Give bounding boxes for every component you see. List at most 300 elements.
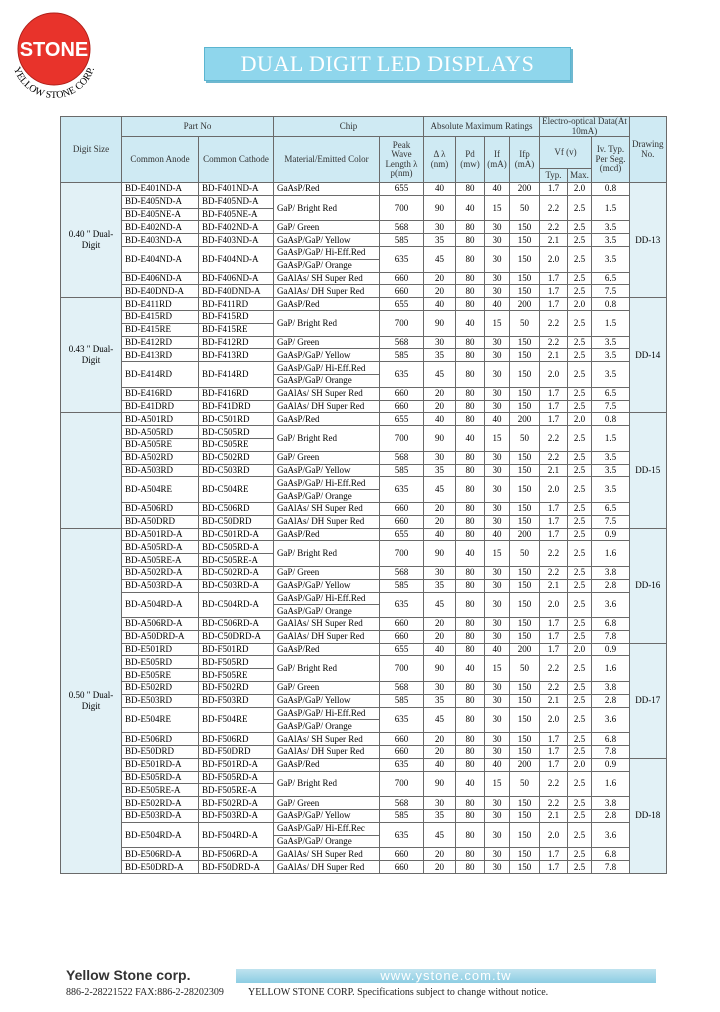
pd-cell: 80 <box>456 502 485 515</box>
peak-wave-cell: 660 <box>380 630 424 643</box>
iv-cell: 7.8 <box>592 630 630 643</box>
vf-typ-cell: 2.0 <box>540 822 568 848</box>
vf-max-cell: 2.5 <box>568 426 592 452</box>
delta-lambda-cell: 90 <box>424 195 456 221</box>
part-cathode-cell: BD-F50DRD-A <box>199 861 274 874</box>
material-cell: GaP/ Green <box>274 221 380 234</box>
ifp-cell: 200 <box>510 758 540 771</box>
peak-wave-cell: 660 <box>380 515 424 528</box>
vf-max-cell: 2.5 <box>568 246 592 272</box>
vf-typ-cell: 1.7 <box>540 861 568 874</box>
delta-lambda-cell: 20 <box>424 400 456 413</box>
part-anode-cell: BD-E506RD <box>122 733 199 746</box>
delta-lambda-cell: 35 <box>424 234 456 247</box>
vf-typ-cell: 1.7 <box>540 733 568 746</box>
part-cathode-cell: BD-C502RD <box>199 451 274 464</box>
part-anode-cell: BD-E406ND-A <box>122 272 199 285</box>
delta-lambda-cell: 40 <box>424 413 456 426</box>
delta-lambda-cell: 20 <box>424 861 456 874</box>
delta-lambda-cell: 30 <box>424 566 456 579</box>
vf-max-cell: 2.5 <box>568 195 592 221</box>
part-cathode-cell: BD-C505RD-A <box>199 541 274 554</box>
pd-cell: 80 <box>456 387 485 400</box>
ifp-cell: 50 <box>510 541 540 567</box>
ifp-cell: 150 <box>510 861 540 874</box>
vf-max-cell: 2.0 <box>568 643 592 656</box>
part-anode-cell: BD-E414RD <box>122 362 199 388</box>
if-cell: 30 <box>485 682 510 695</box>
delta-lambda-cell: 30 <box>424 797 456 810</box>
table-row <box>61 746 667 759</box>
if-cell: 30 <box>485 822 510 848</box>
table-row <box>61 387 667 400</box>
part-cathode-cell: BD-C501RD <box>199 413 274 426</box>
part-anode-cell: BD-A504RD-A <box>122 592 199 618</box>
if-cell: 30 <box>485 579 510 592</box>
iv-cell: 2.8 <box>592 694 630 707</box>
ifp-cell: 150 <box>510 848 540 861</box>
ifp-cell: 150 <box>510 285 540 298</box>
table-row <box>61 707 667 720</box>
part-anode-cell: BD-E41DRD <box>122 400 199 413</box>
vf-typ-cell: 1.7 <box>540 183 568 196</box>
table-row <box>61 861 667 874</box>
table-row <box>61 362 667 375</box>
material-cell: GaP/ Bright Red <box>274 310 380 336</box>
vf-max-cell: 2.0 <box>568 298 592 311</box>
table-row <box>61 656 667 669</box>
if-cell: 40 <box>485 528 510 541</box>
iv-cell: 0.9 <box>592 643 630 656</box>
delta-lambda-cell: 45 <box>424 707 456 733</box>
part-cathode-cell: BD-C501RD-A <box>199 528 274 541</box>
pd-cell: 80 <box>456 746 485 759</box>
material-cell: GaAsP/GaP/ Hi-Eff.Red <box>274 592 380 605</box>
part-anode-cell: BD-E502RD <box>122 682 199 695</box>
vf-max-cell: 2.5 <box>568 848 592 861</box>
part-cathode-cell: BD-F505RE <box>199 669 274 682</box>
vf-max-cell: 2.5 <box>568 349 592 362</box>
iv-cell: 3.5 <box>592 221 630 234</box>
vf-max-cell: 2.0 <box>568 183 592 196</box>
table-row <box>61 336 667 349</box>
part-anode-cell: BD-E405NE-A <box>122 208 199 221</box>
col-material: Material/Emitted Color <box>274 137 380 183</box>
delta-lambda-cell: 45 <box>424 592 456 618</box>
vf-typ-cell: 2.1 <box>540 464 568 477</box>
part-cathode-cell: BD-F404ND-A <box>199 246 274 272</box>
iv-cell: 3.5 <box>592 451 630 464</box>
col-chip: Chip <box>274 117 424 137</box>
vf-max-cell: 2.5 <box>568 400 592 413</box>
part-anode-cell: BD-A501RD <box>122 413 199 426</box>
ifp-cell: 200 <box>510 183 540 196</box>
if-cell: 30 <box>485 336 510 349</box>
part-anode-cell: BD-E50DRD <box>122 746 199 759</box>
peak-wave-cell: 635 <box>380 246 424 272</box>
vf-max-cell: 2.5 <box>568 528 592 541</box>
table-row <box>61 246 667 259</box>
iv-cell: 3.5 <box>592 349 630 362</box>
vf-max-cell: 2.5 <box>568 566 592 579</box>
col-common-anode: Common Anode <box>122 137 199 183</box>
vf-max-cell: 2.5 <box>568 797 592 810</box>
material-cell: GaAsP/GaP/ Hi-Eff.Red <box>274 707 380 720</box>
pd-cell: 40 <box>456 310 485 336</box>
part-cathode-cell: BD-F504RE <box>199 707 274 733</box>
part-cathode-cell: BD-C505RE <box>199 438 274 451</box>
ifp-cell: 150 <box>510 579 540 592</box>
part-anode-cell: BD-E50DRD-A <box>122 861 199 874</box>
material-cell: GaP/ Green <box>274 451 380 464</box>
pd-cell: 40 <box>456 541 485 567</box>
vf-typ-cell: 2.2 <box>540 426 568 452</box>
pd-cell: 80 <box>456 362 485 388</box>
pd-cell: 80 <box>456 234 485 247</box>
vf-typ-cell: 2.0 <box>540 362 568 388</box>
part-cathode-cell: BD-F501RD-A <box>199 758 274 771</box>
material-cell: GaP/ Green <box>274 336 380 349</box>
part-anode-cell: BD-E401ND-A <box>122 183 199 196</box>
material-cell: GaAsP/GaP/ Yellow <box>274 810 380 823</box>
delta-lambda-cell: 40 <box>424 528 456 541</box>
peak-wave-cell: 660 <box>380 387 424 400</box>
delta-lambda-cell: 35 <box>424 810 456 823</box>
part-anode-cell: BD-E413RD <box>122 349 199 362</box>
part-cathode-cell: BD-F501RD <box>199 643 274 656</box>
peak-wave-cell: 568 <box>380 336 424 349</box>
vf-max-cell: 2.5 <box>568 733 592 746</box>
pd-cell: 80 <box>456 579 485 592</box>
vf-typ-cell: 2.2 <box>540 566 568 579</box>
peak-wave-cell: 568 <box>380 682 424 695</box>
part-anode-cell: BD-E502RD-A <box>122 797 199 810</box>
if-cell: 15 <box>485 426 510 452</box>
delta-lambda-cell: 45 <box>424 822 456 848</box>
material-cell: GaAsP/Red <box>274 298 380 311</box>
part-anode-cell: BD-A503RD <box>122 464 199 477</box>
iv-cell: 3.5 <box>592 362 630 388</box>
vf-max-cell: 2.5 <box>568 285 592 298</box>
vf-max-cell: 2.5 <box>568 387 592 400</box>
if-cell: 15 <box>485 771 510 797</box>
vf-max-cell: 2.5 <box>568 464 592 477</box>
delta-lambda-cell: 20 <box>424 746 456 759</box>
vf-typ-cell: 1.7 <box>540 746 568 759</box>
delta-lambda-cell: 20 <box>424 272 456 285</box>
iv-cell: 7.5 <box>592 515 630 528</box>
vf-typ-cell: 2.0 <box>540 707 568 733</box>
vf-max-cell: 2.5 <box>568 822 592 848</box>
part-cathode-cell: BD-C506RD <box>199 502 274 515</box>
peak-wave-cell: 660 <box>380 746 424 759</box>
part-cathode-cell: BD-C505RD <box>199 426 274 439</box>
part-anode-cell: BD-E503RD <box>122 694 199 707</box>
part-cathode-cell: BD-F40DND-A <box>199 285 274 298</box>
part-anode-cell: BD-E505RE-A <box>122 784 199 797</box>
table-row <box>61 221 667 234</box>
ifp-cell: 150 <box>510 746 540 759</box>
if-cell: 30 <box>485 464 510 477</box>
ifp-cell: 50 <box>510 771 540 797</box>
vf-typ-cell: 1.7 <box>540 758 568 771</box>
part-cathode-cell: BD-C505RE-A <box>199 554 274 567</box>
material-cell: GaAlAs/ DH Super Red <box>274 746 380 759</box>
iv-cell: 6.8 <box>592 733 630 746</box>
peak-wave-cell: 655 <box>380 298 424 311</box>
part-cathode-cell: BD-C502RD-A <box>199 566 274 579</box>
vf-typ-cell: 1.7 <box>540 618 568 631</box>
material-cell: GaP/ Green <box>274 566 380 579</box>
if-cell: 15 <box>485 541 510 567</box>
material-cell: GaAlAs/ SH Super Red <box>274 272 380 285</box>
part-anode-cell: BD-E404ND-A <box>122 246 199 272</box>
if-cell: 30 <box>485 746 510 759</box>
delta-lambda-cell: 90 <box>424 771 456 797</box>
vf-max-cell: 2.5 <box>568 272 592 285</box>
if-cell: 40 <box>485 298 510 311</box>
col-abs-max: Absolute Maximum Ratings <box>424 117 540 137</box>
delta-lambda-cell: 20 <box>424 285 456 298</box>
iv-cell: 0.9 <box>592 758 630 771</box>
peak-wave-cell: 585 <box>380 694 424 707</box>
part-anode-cell: BD-E40DND-A <box>122 285 199 298</box>
ifp-cell: 150 <box>510 234 540 247</box>
part-anode-cell: BD-A505RE-A <box>122 554 199 567</box>
iv-cell: 3.5 <box>592 234 630 247</box>
ifp-cell: 150 <box>510 810 540 823</box>
led-spec-table <box>60 116 667 874</box>
ifp-cell: 150 <box>510 682 540 695</box>
col-if: If (mA) <box>485 137 510 183</box>
part-cathode-cell: BD-F412RD <box>199 336 274 349</box>
vf-typ-cell: 2.2 <box>540 336 568 349</box>
peak-wave-cell: 700 <box>380 541 424 567</box>
peak-wave-cell: 660 <box>380 848 424 861</box>
table-row <box>61 618 667 631</box>
vf-typ-cell: 1.7 <box>540 643 568 656</box>
delta-lambda-cell: 30 <box>424 336 456 349</box>
peak-wave-cell: 660 <box>380 618 424 631</box>
part-cathode-cell: BD-F505RD <box>199 656 274 669</box>
yellow-stone-logo <box>4 4 104 104</box>
material-cell: GaP/ Bright Red <box>274 771 380 797</box>
iv-cell: 6.5 <box>592 272 630 285</box>
part-anode-cell: BD-E506RD-A <box>122 848 199 861</box>
pd-cell: 80 <box>456 336 485 349</box>
ifp-cell: 200 <box>510 413 540 426</box>
if-cell: 30 <box>485 733 510 746</box>
part-anode-cell: BD-E504RE <box>122 707 199 733</box>
digit-size-cell: 0.40 " Dual-Digit <box>61 183 122 298</box>
part-anode-cell: BD-A50DRD <box>122 515 199 528</box>
table-row <box>61 464 667 477</box>
ifp-cell: 150 <box>510 502 540 515</box>
table-row <box>61 451 667 464</box>
digit-size-cell: 0.50 " Dual-Digit <box>61 528 122 874</box>
peak-wave-cell: 660 <box>380 285 424 298</box>
iv-cell: 3.8 <box>592 682 630 695</box>
if-cell: 40 <box>485 758 510 771</box>
table-row <box>61 848 667 861</box>
if-cell: 30 <box>485 861 510 874</box>
ifp-cell: 150 <box>510 694 540 707</box>
ifp-cell: 50 <box>510 310 540 336</box>
vf-max-cell: 2.5 <box>568 477 592 503</box>
part-cathode-cell: BD-C504RD-A <box>199 592 274 618</box>
pd-cell: 80 <box>456 694 485 707</box>
if-cell: 40 <box>485 413 510 426</box>
peak-wave-cell: 585 <box>380 464 424 477</box>
vf-typ-cell: 2.0 <box>540 246 568 272</box>
iv-cell: 7.5 <box>592 285 630 298</box>
delta-lambda-cell: 40 <box>424 298 456 311</box>
if-cell: 30 <box>485 387 510 400</box>
peak-wave-cell: 568 <box>380 797 424 810</box>
part-anode-cell: BD-E415RE <box>122 323 199 336</box>
iv-cell: 3.8 <box>592 566 630 579</box>
delta-lambda-cell: 20 <box>424 630 456 643</box>
col-part-no: Part No <box>122 117 274 137</box>
delta-lambda-cell: 20 <box>424 618 456 631</box>
ifp-cell: 150 <box>510 221 540 234</box>
vf-typ-cell: 1.7 <box>540 387 568 400</box>
vf-typ-cell: 1.7 <box>540 272 568 285</box>
vf-typ-cell: 1.7 <box>540 413 568 426</box>
drawing-no-cell: DD-16 <box>630 528 667 643</box>
delta-lambda-cell: 35 <box>424 579 456 592</box>
spec-table-body <box>61 183 667 874</box>
delta-lambda-cell: 90 <box>424 426 456 452</box>
material-cell: GaAsP/Red <box>274 183 380 196</box>
table-row <box>61 477 667 490</box>
part-anode-cell: BD-E412RD <box>122 336 199 349</box>
iv-cell: 0.8 <box>592 183 630 196</box>
vf-max-cell: 2.5 <box>568 746 592 759</box>
peak-wave-cell: 655 <box>380 528 424 541</box>
material-cell: GaAsP/GaP/ Orange <box>274 374 380 387</box>
vf-max-cell: 2.5 <box>568 771 592 797</box>
vf-max-cell: 2.5 <box>568 362 592 388</box>
peak-wave-cell: 635 <box>380 822 424 848</box>
footer-url[interactable]: www.ystone.com.tw <box>380 968 512 983</box>
pd-cell: 80 <box>456 861 485 874</box>
col-peak-wave: Peak Wave Length λ p(nm) <box>380 137 424 183</box>
table-row <box>61 579 667 592</box>
material-cell: GaAsP/GaP/ Yellow <box>274 349 380 362</box>
part-cathode-cell: BD-F405ND-A <box>199 195 274 208</box>
pd-cell: 80 <box>456 413 485 426</box>
part-cathode-cell: BD-F405NE-A <box>199 208 274 221</box>
iv-cell: 3.8 <box>592 797 630 810</box>
vf-max-cell: 2.5 <box>568 592 592 618</box>
page-title: DUAL DIGIT LED DISPLAYS <box>204 47 571 81</box>
part-anode-cell: BD-A505RD-A <box>122 541 199 554</box>
logo-ring-text: YELLOW STONE CORP. <box>10 65 98 102</box>
footer-note: YELLOW STONE CORP. Specifications subject to change without notice. <box>248 987 549 998</box>
material-cell: GaAlAs/ SH Super Red <box>274 848 380 861</box>
ifp-cell: 150 <box>510 246 540 272</box>
iv-cell: 3.5 <box>592 477 630 503</box>
table-row <box>61 183 667 196</box>
col-digit-size: Digit Size <box>61 117 122 183</box>
material-cell: GaP/ Green <box>274 682 380 695</box>
table-row <box>61 234 667 247</box>
if-cell: 30 <box>485 246 510 272</box>
pd-cell: 80 <box>456 298 485 311</box>
if-cell: 30 <box>485 848 510 861</box>
ifp-cell: 150 <box>510 349 540 362</box>
iv-cell: 3.5 <box>592 464 630 477</box>
vf-typ-cell: 1.7 <box>540 298 568 311</box>
peak-wave-cell: 700 <box>380 771 424 797</box>
part-anode-cell: BD-A504RE <box>122 477 199 503</box>
vf-typ-cell: 2.2 <box>540 221 568 234</box>
pd-cell: 80 <box>456 285 485 298</box>
if-cell: 30 <box>485 566 510 579</box>
table-row <box>61 413 667 426</box>
col-vf: Vf (v) <box>540 137 592 169</box>
if-cell: 30 <box>485 400 510 413</box>
vf-max-cell: 2.5 <box>568 515 592 528</box>
iv-cell: 0.9 <box>592 528 630 541</box>
part-cathode-cell: BD-F403ND-A <box>199 234 274 247</box>
pd-cell: 80 <box>456 848 485 861</box>
ifp-cell: 150 <box>510 592 540 618</box>
material-cell: GaAlAs/ DH Super Red <box>274 630 380 643</box>
part-cathode-cell: BD-F406ND-A <box>199 272 274 285</box>
footer-contact: 886-2-28221522 FAX:886-2-28202309 <box>66 987 224 998</box>
peak-wave-cell: 635 <box>380 477 424 503</box>
table-row <box>61 771 667 784</box>
iv-cell: 0.8 <box>592 413 630 426</box>
part-anode-cell: BD-A506RD-A <box>122 618 199 631</box>
ifp-cell: 150 <box>510 515 540 528</box>
part-cathode-cell: BD-C506RD-A <box>199 618 274 631</box>
pd-cell: 40 <box>456 656 485 682</box>
table-row <box>61 310 667 323</box>
if-cell: 30 <box>485 477 510 503</box>
drawing-no-cell: DD-14 <box>630 298 667 413</box>
vf-max-cell: 2.5 <box>568 234 592 247</box>
iv-cell: 2.8 <box>592 810 630 823</box>
pd-cell: 80 <box>456 528 485 541</box>
delta-lambda-cell: 90 <box>424 656 456 682</box>
peak-wave-cell: 700 <box>380 195 424 221</box>
peak-wave-cell: 585 <box>380 349 424 362</box>
vf-max-cell: 2.5 <box>568 656 592 682</box>
iv-cell: 1.5 <box>592 195 630 221</box>
iv-cell: 3.6 <box>592 822 630 848</box>
material-cell: GaAlAs/ SH Super Red <box>274 502 380 515</box>
part-anode-cell: BD-A502RD-A <box>122 566 199 579</box>
ifp-cell: 150 <box>510 464 540 477</box>
vf-typ-cell: 2.1 <box>540 694 568 707</box>
ifp-cell: 150 <box>510 707 540 733</box>
table-row <box>61 797 667 810</box>
digit-size-cell: 0.43 " Dual-Digit <box>61 298 122 413</box>
col-eo: Electro-optical Data(At 10mA) <box>540 117 630 137</box>
part-anode-cell: BD-A503RD-A <box>122 579 199 592</box>
peak-wave-cell: 700 <box>380 656 424 682</box>
part-anode-cell: BD-A505RE <box>122 438 199 451</box>
part-cathode-cell: BD-F416RD <box>199 387 274 400</box>
delta-lambda-cell: 40 <box>424 758 456 771</box>
material-cell: GaP/ Green <box>274 797 380 810</box>
part-cathode-cell: BD-C50DRD <box>199 515 274 528</box>
part-anode-cell: BD-A502RD <box>122 451 199 464</box>
ifp-cell: 50 <box>510 195 540 221</box>
